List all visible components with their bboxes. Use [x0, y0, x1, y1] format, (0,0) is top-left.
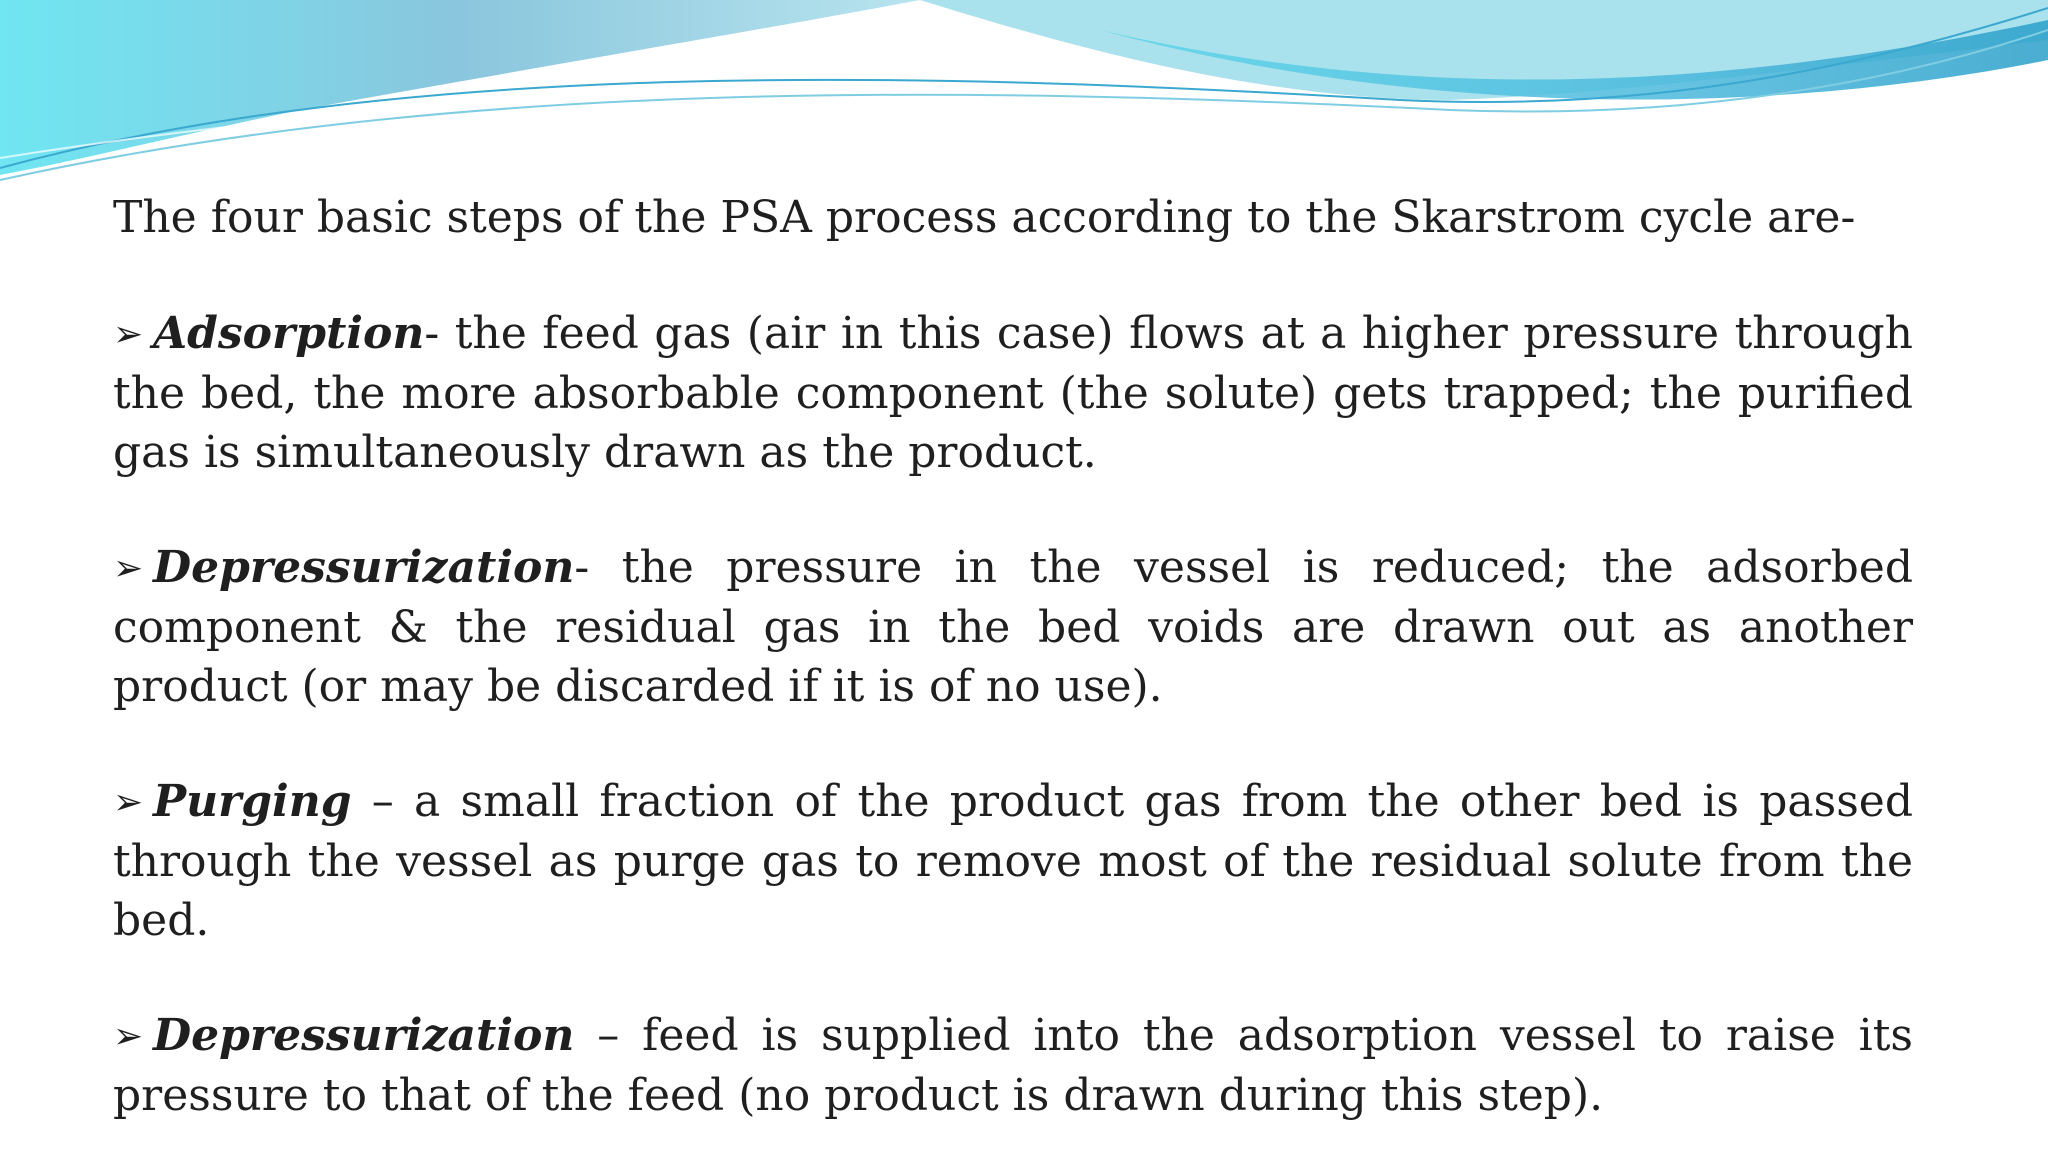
- arrow-bullet-icon: ➢: [113, 314, 144, 355]
- arrow-bullet-icon: ➢: [113, 548, 144, 589]
- intro-text: The four basic steps of the PSA process according to the Skarstrom cycle are-: [113, 192, 1856, 243]
- step-description: – a small fraction of the product gas from the other bed is passed through the vessel as purge gas to remove most of the residual solute from the bed.: [113, 776, 1913, 946]
- header-wave-decoration: [0, 0, 2048, 200]
- step-term: Depressurization: [153, 542, 575, 593]
- step-depressurization: [113, 538, 1913, 716]
- step-purging: [113, 772, 1913, 950]
- step-adsorption: [113, 304, 1913, 482]
- arrow-bullet-icon: ➢: [113, 1016, 144, 1057]
- step-term: Adsorption: [153, 308, 425, 359]
- step-description: - the feed gas (air in this case) flows at a higher pressure through the bed, the more absorbable component (the solute) gets trapped; the purified gas is simultaneously drawn as the product.: [113, 308, 1913, 478]
- step-term: Depressurization: [153, 1010, 575, 1061]
- arrow-bullet-icon: ➢: [113, 782, 144, 823]
- step-repressurization: [113, 1006, 1913, 1125]
- step-term: Purging: [153, 776, 352, 827]
- step-description: - the pressure in the vessel is reduced; the adsorbed component & the residual gas in the bed voids are drawn out as another product (or may be discarded if it is of no use).: [113, 542, 1913, 712]
- step-description: – feed is supplied into the adsorption vessel to raise its pressure to that of the feed (no product is drawn during this step).: [113, 1010, 1913, 1121]
- slide-body: [113, 188, 1913, 1125]
